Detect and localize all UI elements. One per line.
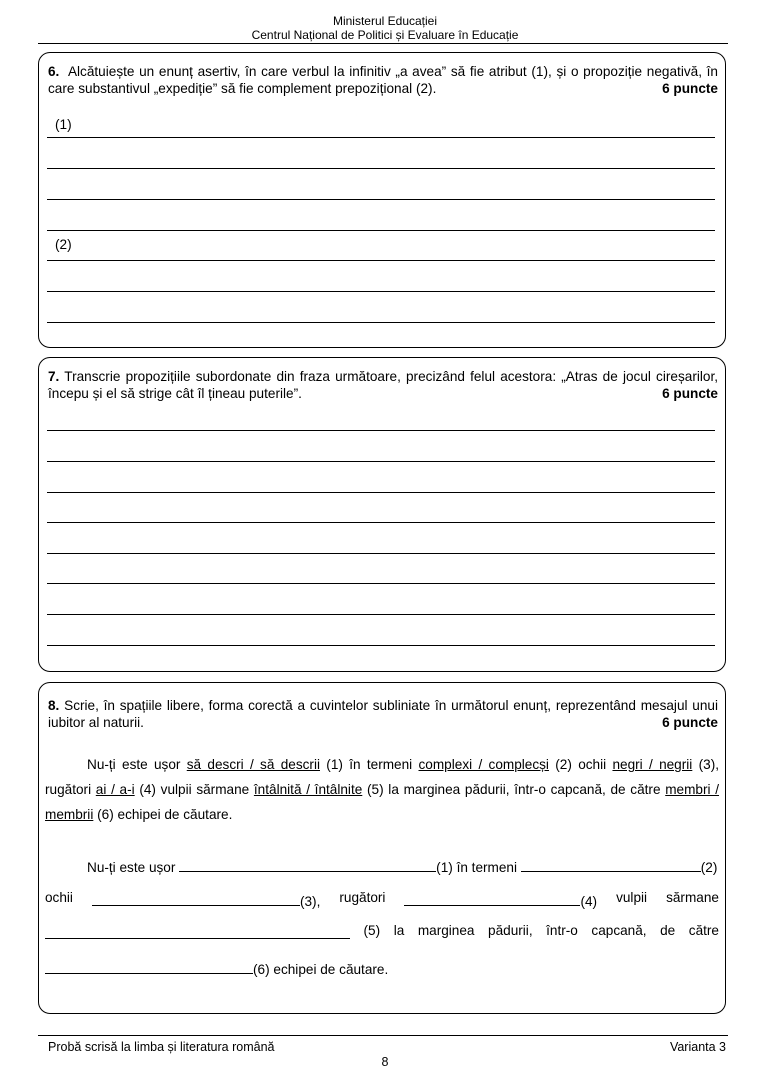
- question-8-box: [38, 682, 726, 1014]
- fill-text: de: [660, 923, 676, 938]
- fill-text: (3),: [299, 894, 321, 909]
- fill-row-2: [45, 890, 719, 909]
- sentence-text: (2) ochii: [548, 757, 613, 772]
- answer-line[interactable]: [47, 199, 715, 200]
- answer-label-1: (1): [55, 117, 72, 132]
- question-6-prompt: Alcătuiește un enunț asertiv, în care verbul la infinitiv „a avea” să fie atribut (1), și o propoziție negativă, în care substantivul „expediție” să fie complement prepozițional (2).: [48, 64, 718, 96]
- fill-row-4: [45, 958, 719, 977]
- answer-line[interactable]: [47, 522, 715, 523]
- fill-blank-2[interactable]: [521, 856, 701, 872]
- fill-text: marginea: [417, 923, 475, 938]
- underlined-option-6: membri / membrii: [45, 782, 720, 822]
- underlined-option-1: să descri / să descrii: [186, 757, 320, 772]
- answer-line[interactable]: [47, 492, 715, 493]
- answer-line[interactable]: [47, 291, 715, 292]
- question-7-number: 7.: [48, 369, 60, 384]
- question-6-box: [38, 52, 726, 348]
- question-7-prompt: Transcrie propozițiile subordonate din fraza următoare, precizând felul acestora: „Atras de jocul cireșarilor, începu și el să strige cât îl țineau puterile”.: [48, 369, 719, 401]
- sentence-text: (4) vulpii sărmane: [134, 782, 254, 797]
- underlined-option-3: negri / negrii: [612, 757, 693, 772]
- answer-line[interactable]: [47, 430, 715, 431]
- fill-text: vulpii: [616, 890, 648, 905]
- fill-text: către: [688, 923, 719, 938]
- question-7-box: [38, 357, 726, 672]
- fill-blank-5[interactable]: [45, 923, 350, 939]
- answer-line[interactable]: [47, 553, 715, 554]
- fill-text: (6) echipei de căutare.: [253, 962, 389, 977]
- sentence-text: (3), rugători: [45, 757, 720, 797]
- sentence-text: (1) în termeni: [320, 757, 419, 772]
- answer-line[interactable]: [47, 614, 715, 615]
- question-7-points: 6 puncte: [662, 386, 718, 401]
- source-sentence: [45, 752, 719, 827]
- footer-rule: [38, 1035, 728, 1036]
- sentence-text: Nu-ți este ușor: [87, 757, 187, 772]
- question-7-text: [48, 368, 718, 402]
- answer-line[interactable]: [47, 322, 715, 323]
- question-8-points: 6 puncte: [662, 715, 718, 730]
- fill-text: la: [393, 923, 405, 938]
- fill-text: sărmane: [666, 890, 719, 905]
- footer-exam-name: Probă scrisă la limba și literatura română: [48, 1040, 275, 1054]
- fill-blank-3[interactable]: [92, 890, 300, 906]
- fill-text: Nu-ți este ușor: [87, 860, 180, 875]
- question-6-number: 6.: [48, 64, 60, 79]
- question-8-text: [48, 697, 718, 731]
- answer-line[interactable]: [47, 137, 715, 138]
- fill-text: (4): [580, 894, 598, 909]
- fill-row-3: [45, 923, 719, 939]
- ministry-name: Ministerul Educației: [332, 14, 438, 28]
- underlined-option-2: complexi / complecși: [418, 757, 549, 772]
- question-6-text: [48, 63, 718, 97]
- fill-blank-6[interactable]: [45, 958, 253, 974]
- answer-line[interactable]: [47, 645, 715, 646]
- question-8-prompt: Scrie, în spațiile libere, forma corectă a cuvintelor subliniate în următorul enunț, reprezentând mesajul unui iubitor al naturii.: [48, 698, 719, 730]
- fill-row-1: [45, 856, 719, 875]
- fill-text: (5): [363, 923, 381, 938]
- sentence-text: (6) echipei de căutare.: [93, 807, 233, 822]
- fill-text: ochii: [45, 890, 73, 905]
- header-rule: [38, 43, 728, 44]
- fill-text: pădurii,: [488, 923, 533, 938]
- fill-blank-1[interactable]: [179, 856, 436, 872]
- underlined-option-5: întâlnită / întâlnite: [253, 782, 363, 797]
- fill-text: într-o: [546, 923, 578, 938]
- answer-line[interactable]: [47, 168, 715, 169]
- answer-label-2: (2): [55, 237, 72, 252]
- answer-line[interactable]: [47, 583, 715, 584]
- fill-text: capcană,: [591, 923, 647, 938]
- fill-blank-4[interactable]: [404, 890, 580, 906]
- answer-line[interactable]: [47, 260, 715, 261]
- center-name: Centrul Național de Politici și Evaluare în Educație: [251, 28, 519, 42]
- fill-text: (2): [700, 860, 718, 875]
- answer-line[interactable]: [47, 230, 715, 231]
- underlined-option-4: ai / a-i: [95, 782, 135, 797]
- footer-variant: Varianta 3: [669, 1040, 726, 1054]
- fill-text: rugători: [339, 890, 386, 905]
- fill-text: (1) în termeni: [436, 860, 521, 875]
- question-8-number: 8.: [48, 698, 60, 713]
- sentence-text: (5) la marginea pădurii, într-o capcană, de către: [362, 782, 666, 797]
- answer-line[interactable]: [47, 461, 715, 462]
- page-number: 8: [381, 1055, 389, 1069]
- question-6-points: 6 puncte: [662, 81, 718, 96]
